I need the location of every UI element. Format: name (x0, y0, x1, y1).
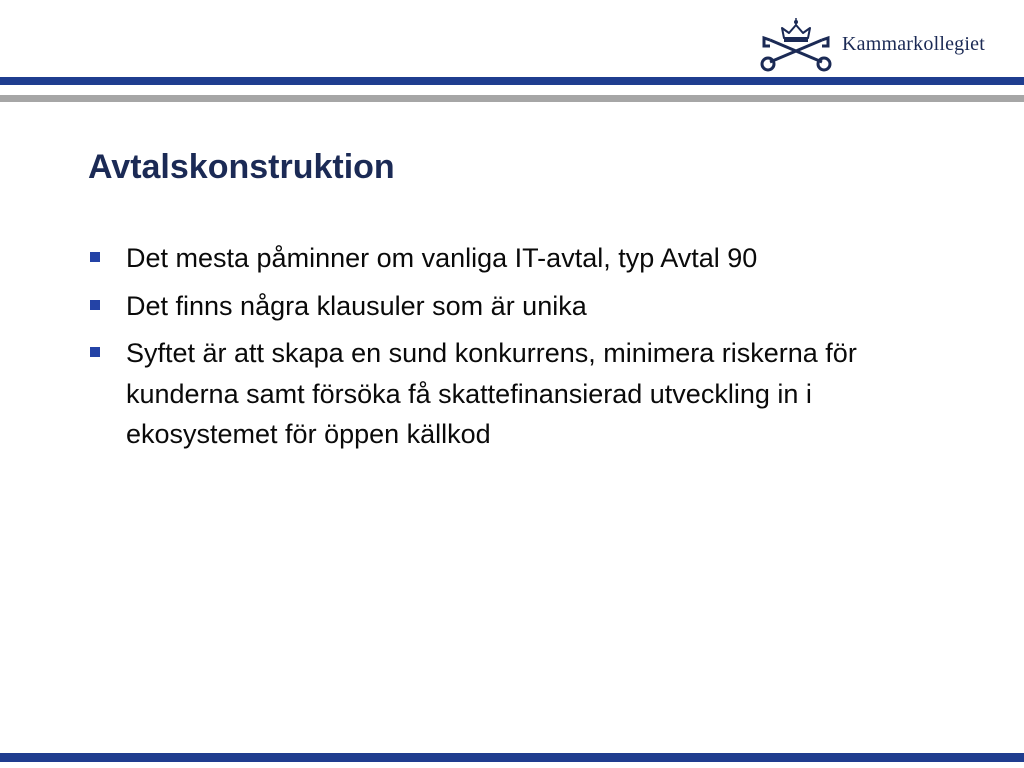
footer-rule-blue (0, 753, 1024, 762)
slide-title: Avtalskonstruktion (88, 148, 395, 186)
bullet-text: Det finns några klausuler som är unika (126, 290, 587, 321)
bullet-text: Det mesta påminner om vanliga IT-avtal, typ Avtal 90 (126, 243, 758, 273)
square-bullet-icon (90, 252, 100, 262)
crown-crossed-keys-icon (756, 16, 836, 72)
square-bullet-icon (90, 347, 100, 357)
header-rule-blue (0, 77, 1024, 85)
bullet-item (89, 286, 929, 327)
kammarkollegiet-logo (756, 16, 1016, 72)
logo-wordmark: Kammarkollegiet (842, 33, 985, 55)
square-bullet-icon (90, 300, 100, 310)
bullet-item (89, 238, 929, 279)
bullet-list (89, 238, 929, 462)
bullet-text: Syftet är att skapa en sund konkurrens, minimera riskerna för kunderna samt försöka få skattefinansierad utveckling in i ekosystemet för öppen källkod (126, 338, 857, 449)
header-rule-gray (0, 95, 1024, 102)
bullet-item (89, 333, 929, 455)
